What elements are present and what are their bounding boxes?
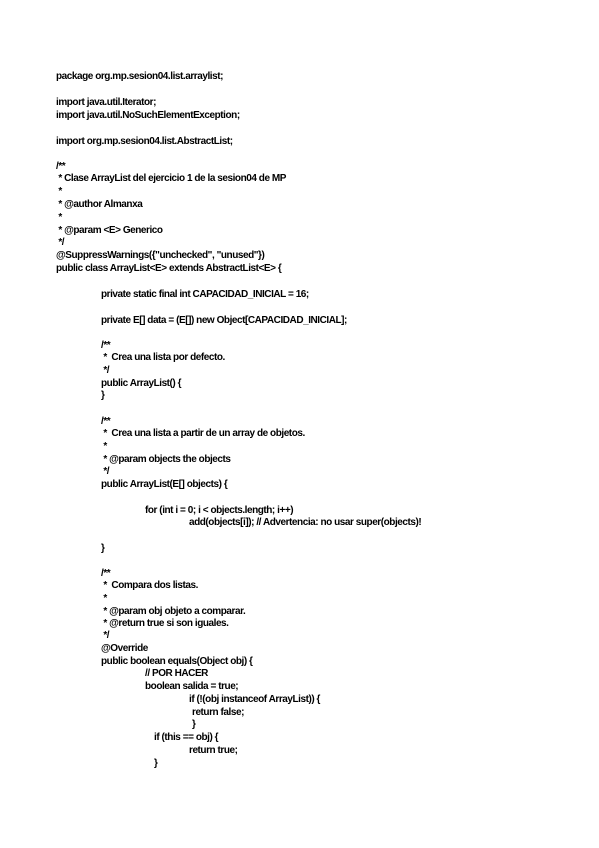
suppress-warnings-annotation: @SuppressWarnings({"unchecked", "unused"}): [56, 250, 265, 261]
return-true-statement: return true;: [189, 745, 238, 756]
constructor-javadoc-description: * Crea una lista por defecto.: [101, 352, 225, 363]
default-constructor-signature: public ArrayList() {: [101, 378, 182, 389]
equals-signature: public boolean equals(Object obj) {: [101, 656, 253, 667]
array-constructor-javadoc-close: */: [101, 466, 110, 477]
array-constructor-javadoc-blank: *: [101, 441, 107, 452]
equals-javadoc-description: * Compara dos listas.: [101, 580, 198, 591]
identity-check-close: }: [154, 758, 158, 769]
class-javadoc-blank: *: [56, 186, 62, 197]
equals-javadoc-return: * @return true si son iguales.: [101, 618, 229, 629]
field-data: private E[] data = (E[]) new Object[CAPACIDAD_INICIAL];: [101, 315, 347, 326]
return-false-statement: return false;: [192, 707, 244, 718]
class-javadoc-close: */: [56, 237, 65, 248]
constructor-javadoc-open: /**: [101, 340, 111, 351]
for-loop-header: for (int i = 0; i < objects.length; i++): [145, 505, 294, 516]
instanceof-check: if (!(obj instanceof ArrayList)) {: [189, 694, 321, 705]
array-constructor-javadoc-param: * @param objects the objects: [101, 454, 231, 465]
array-constructor-close: }: [101, 543, 105, 554]
class-javadoc-param: * @param <E> Generico: [56, 225, 163, 236]
class-javadoc-blank: *: [56, 212, 62, 223]
import-nosuchelement: import java.util.NoSuchElementException;: [56, 110, 240, 121]
equals-javadoc-blank: *: [101, 593, 107, 604]
class-javadoc-author: * @author Almanxa: [56, 199, 143, 210]
array-constructor-signature: public ArrayList(E[] objects) {: [101, 479, 228, 490]
import-abstractlist: import org.mp.sesion04.list.AbstractList;: [56, 136, 233, 147]
salida-declaration: boolean salida = true;: [145, 681, 239, 692]
import-iterator: import java.util.Iterator;: [56, 97, 156, 108]
default-constructor-close: }: [101, 390, 105, 401]
class-javadoc-description: * Clase ArrayList del ejercicio 1 de la sesion04 de MP: [56, 173, 286, 184]
array-constructor-javadoc-description: * Crea una lista a partir de un array de objetos.: [101, 428, 305, 439]
class-declaration: public class ArrayList<E> extends AbstractList<E> {: [56, 263, 282, 274]
field-capacidad-inicial: private static final int CAPACIDAD_INICIAL = 16;: [101, 289, 309, 300]
package-declaration: package org.mp.sesion04.list.arraylist;: [56, 71, 223, 82]
equals-javadoc-open: /**: [101, 568, 111, 579]
identity-check: if (this == obj) {: [154, 732, 219, 743]
equals-javadoc-param: * @param obj objeto a comparar.: [101, 606, 246, 617]
class-javadoc-open: /**: [56, 161, 66, 172]
array-constructor-javadoc-open: /**: [101, 416, 111, 427]
for-loop-body: add(objects[i]); // Advertencia: no usar super(objects)!: [189, 517, 422, 528]
override-annotation: @Override: [101, 643, 148, 654]
todo-comment: // POR HACER: [145, 668, 208, 679]
constructor-javadoc-close: */: [101, 365, 110, 376]
instanceof-check-close: }: [192, 719, 196, 730]
equals-javadoc-close: */: [101, 630, 110, 641]
